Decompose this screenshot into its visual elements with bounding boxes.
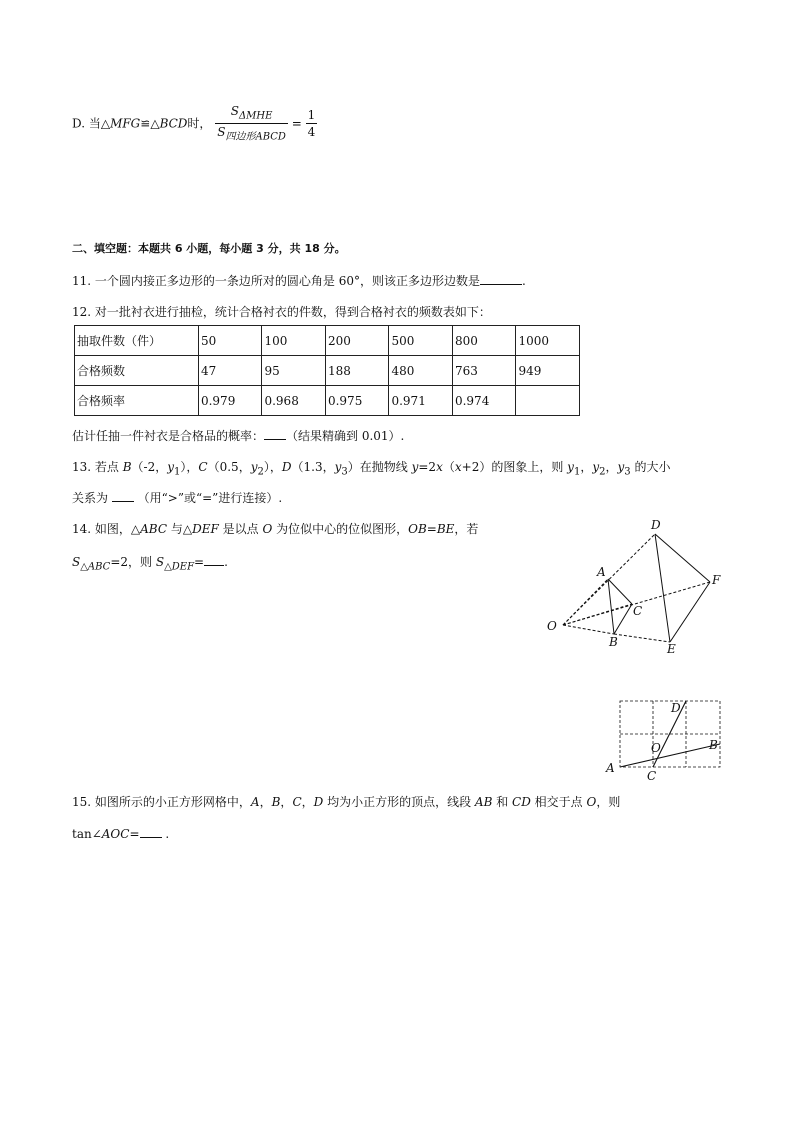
question-13: 13. 若点 B（-2，$y_1$），C（0.5，$y_2$），D（1.3，$y_3$）在抛物线 y=2x（x+2）的图象上，则 $y_1$，$y_2$，$y_3$ 的大小: [72, 460, 671, 478]
dashed-line-ob: [563, 625, 614, 634]
label-b: B: [709, 738, 718, 752]
triangle-bcd: BCD: [159, 116, 188, 131]
label-d: D: [671, 701, 681, 715]
table-row: 合格频率 0.979 0.968 0.975 0.971 0.974: [75, 386, 580, 416]
segment-ef: [670, 582, 710, 642]
question-13-line2: 关系为 （用“>”或“=”进行连接）.: [72, 491, 283, 505]
dashed-line-be: [614, 634, 670, 642]
label-d: D: [651, 518, 661, 532]
triangle-mfg: MFG: [110, 116, 141, 131]
label-c: C: [633, 604, 643, 618]
area-ratio-fraction: $\frac{S_{\Delta MHE}}{S_{四边形ABCD}}$: [217, 104, 286, 143]
answer-blank[interactable]: [480, 272, 522, 285]
question-12-answer: 估计任抽一件衬衣是合格品的概率： （结果精确到 0.01）.: [72, 429, 405, 443]
congruent-symbol: ≌△: [140, 116, 160, 131]
question-12: 12. 对一批衬衣进行抽检，统计合格衬衣的件数，得到合格衬衣的频数表如下：: [72, 305, 491, 319]
segment-de: [655, 534, 670, 642]
label-c: C: [647, 769, 657, 783]
table-row: 合格频数 47 95 188 480 763 949: [75, 356, 580, 386]
label-f: F: [712, 573, 721, 587]
label-a: A: [597, 565, 606, 579]
one-quarter-fraction: $\frac{1}{4}$: [307, 108, 316, 140]
question-14: 14. 如图，△ABC 与△DEF 是以点 O 为位似中心的位似图形，OB=BE，若: [72, 522, 479, 536]
equals-sign: =: [291, 116, 302, 131]
segment-ab: [620, 744, 720, 767]
label-b: B: [609, 635, 618, 649]
question-11: 11. 一个圆内接正多边形的一条边所对的圆心角是 60°，则该正多边形边数是 .: [72, 274, 526, 288]
label-a: A: [606, 761, 615, 775]
question-15-line2: tan∠AOC= .: [72, 827, 170, 841]
segment-ab: [608, 579, 614, 634]
answer-blank[interactable]: [112, 489, 134, 502]
homothety-figure: [540, 512, 730, 662]
answer-blank[interactable]: [140, 825, 162, 838]
section-title: 二、填空题：本题共 6 小题，每小题 3 分，共 18 分。: [72, 242, 346, 255]
grid-figure: [600, 696, 730, 786]
option-d-prefix: D. 当△: [72, 116, 111, 131]
table-row: 抽取件数（件） 50 100 200 500 800 1000: [75, 326, 580, 356]
segment-df: [655, 534, 710, 582]
label-o: O: [547, 619, 557, 633]
label-o: O: [651, 741, 661, 755]
segment-ac: [608, 579, 632, 604]
label-e: E: [667, 642, 676, 656]
answer-blank[interactable]: [264, 427, 286, 440]
option-d-suffix: 时，: [187, 116, 212, 131]
answer-blank[interactable]: [204, 553, 224, 566]
option-d: [72, 104, 317, 144]
dashed-line-oa: [563, 579, 608, 625]
frequency-table: [74, 325, 580, 416]
question-14-line2: $S_{\triangle ABC}=2$，则 $S_{\triangle DEF}=$ .: [72, 555, 228, 573]
question-15: 15. 如图所示的小正方形网格中，A，B，C，D 均为小正方形的顶点，线段 AB 和 CD 相交于点 O，则: [72, 795, 621, 809]
